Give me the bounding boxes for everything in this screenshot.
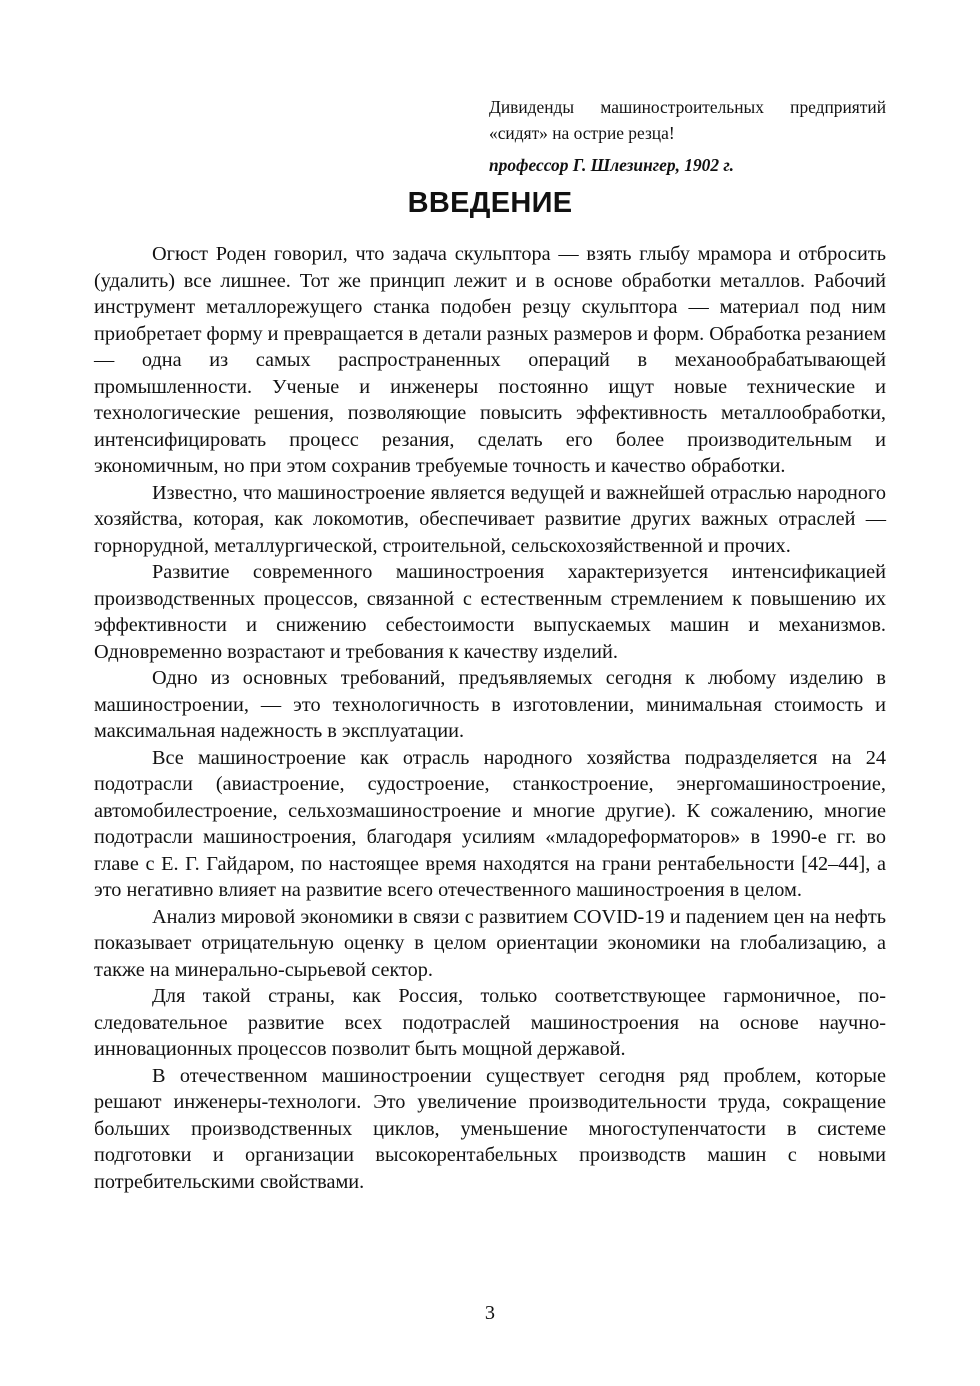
paragraph: Все машиностроение как отрасль народного хозяйства подразделяется на 24 подотрасли (авиастроение, судостроение, станкостроение, энергомашиностроение, автомобилестроение, сельхозмашиностроение и многие другие). К сожалению, многие подотрасли машиностроения, благодаря усилиям «младореформаторов» в 1990-е гг. во главе с Е. Г. Гайдаром, по настоящее время находятся на грани рентабельности [42–44], а это негативно влияет на развитие всего отечественного машиностроения в целом. [94, 746, 886, 901]
epigraph-quote: Дивиденды машиностроительных предприятий «сидят» на острие резца! [489, 97, 886, 143]
paragraph: Развитие современного машиностроения характеризуется интенсификацией производственных процессов, связанной с естественным стремлением к повышению их эффективности и снижению себестоимости выпускаемых машин и механизмов. Одновременно возрастают и требования к качеству изделий. [94, 561, 886, 663]
paragraph: Для такой страны, как Россия, только соответствующее гармоничное, последовательное развитие всех подотраслей машиностроения на основе научно-инновационных процессов позволит быть мощной державой. [94, 985, 886, 1060]
page-number: 3 [484, 1302, 496, 1324]
page-title: ВВЕДЕНИЕ [407, 187, 573, 219]
paragraph: Известно, что машиностроение является ведущей и важнейшей отраслью народного хозяйства, которая, как локомотив, обеспечивает развитие других важных отраслей — горнорудной, металлургической, строительной, сельскохозяйственной и прочих. [94, 481, 886, 557]
paragraph: Огюст Роден говорил, что задача скульптора — взять глыбу мрамора и отбросить (удалить) все лишнее. Тот же принцип лежит и в основе обработки металлов. Рабочий инструмент металлорежущего станка подобен резцу скульптора — материал под ним приобретает форму и превращается в детали разных размеров и форм. Обработка резанием — одна из самых распространенных операций в механообрабатывающей промышленности. Ученые и инженеры постоянно ищут новые технические и технологические решения, позволяющие повысить эффективность металлообработки, интенсифицировать процесс резания, сделать его более производительным и экономичным, но при этом сохранив требуемые точность и качество обработки. [94, 243, 886, 477]
paragraph: Анализ мировой экономики в связи с развитием COVID-19 и падением цен на нефть показывает отрицательную оценку в целом ориентации экономики на глобализацию, а также на минерально-сырьевой сектор. [94, 905, 886, 981]
epigraph-author: профессор Г. Шлезингер, 1902 г. [489, 155, 734, 175]
epigraph [489, 94, 886, 178]
paragraph: Одно из основных требований, предъявляемых сегодня к любому изделию в машиностроении, — это технологичность в изготовлении, минимальная стоимость и максимальная надежность в эксплуатации. [94, 667, 886, 742]
paragraph: В отечественном машиностроении существует сегодня ряд проблем, которые решают инженеры-технологи. Это увеличение производительности труда, сокращение больших производственных циклов, уменьшение многоступенчатости в системе подготовки и организации высокорентабельных производств машин с новыми потребительскими свойствами. [94, 1064, 886, 1193]
body-text [94, 241, 886, 1195]
